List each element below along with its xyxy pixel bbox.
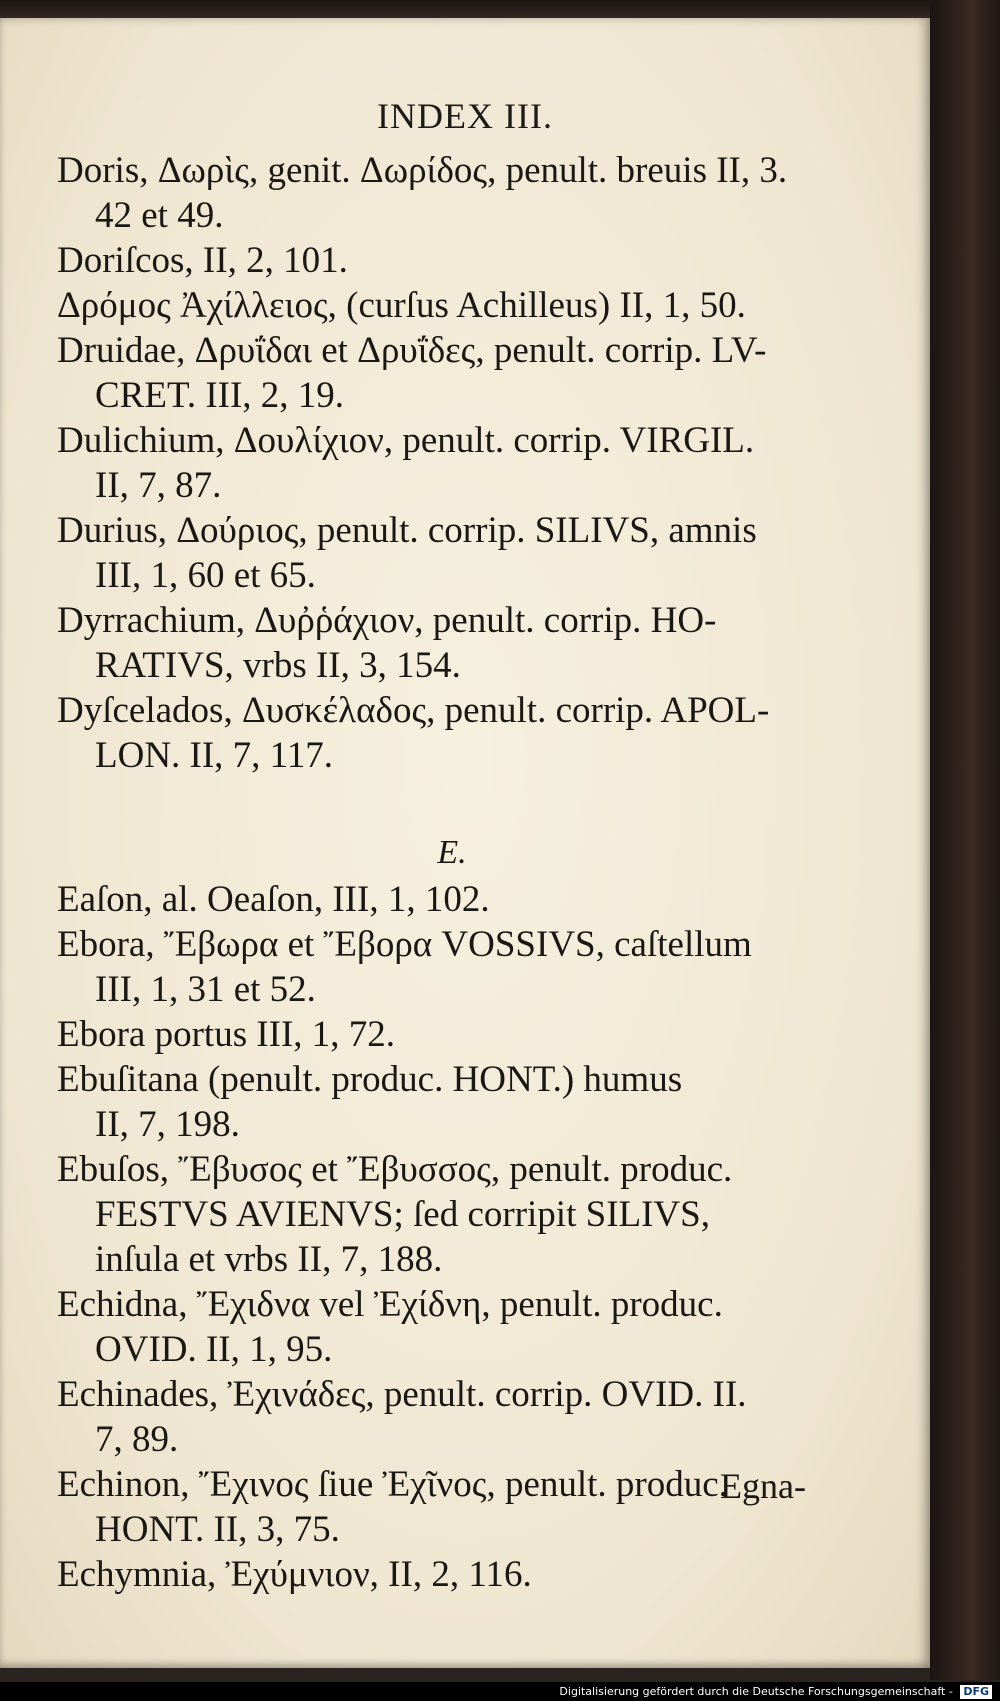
index-entry [57,1552,817,1597]
entry-continuation-line: 42 et 49. [95,195,224,236]
entry-headword-line: Doris, Δωρὶς, genit. Δωρίδος, penult. breuis II, 3. [57,150,788,191]
entry-headword-line: Doriſcos, II, 2, 101. [57,240,348,281]
index-entry [57,1012,817,1057]
index-entry [57,328,817,418]
footer-text: Digitalisierung gefördert durch die Deutsche Forschungsgemeinschaft - [559,1685,953,1698]
index-entry [57,688,817,778]
entry-continuation-line: inſula et vrbs II, 7, 188. [95,1239,443,1280]
entry-headword-line: Echidna, Ἔχιδνα vel Ἐχίδνη, penult. produc. [57,1284,723,1325]
index-entry [57,922,817,1012]
index-entry [57,1372,817,1462]
entry-headword-line: Δρόμος Ἀχίλλειος, (curſus Achilleus) II, 1, 50. [57,285,746,326]
index-entries [57,148,817,1597]
entry-headword-line: Echinon, Ἔχινος ſiue Ἐχῖνος, penult. produc. [57,1464,728,1505]
index-entry [57,1147,817,1282]
entry-headword-line: Dyrrachium, Δυῤῥάχιον, penult. corrip. HO- [57,600,717,641]
entry-continuation-line: III, 1, 31 et 52. [95,969,316,1010]
entry-headword-line: Echinades, Ἐχινάδες, penult. corrip. OVID. II. [57,1374,747,1415]
book-edge [930,0,1000,1680]
entry-headword-line: Dyſcelados, Δυσκέλαδος, penult. corrip. APOL- [57,690,770,731]
entry-headword-line: Ebora portus III, 1, 72. [57,1014,396,1055]
entry-continuation-line: RATIVS, vrbs II, 3, 154. [95,645,461,686]
entry-continuation-line: 7, 89. [95,1419,179,1460]
dfg-logo: DFG [960,1685,992,1699]
index-entry [57,148,817,238]
entry-headword-line: Echymnia, Ἐχύμνιον, II, 2, 116. [57,1554,532,1595]
entry-continuation-line: LON. II, 7, 117. [95,735,334,776]
section-letter-e: E. [437,834,467,871]
entries-d-group [57,148,817,778]
entry-continuation-line: FESTVS AVIENVS; ſed corripit SILIVS, [95,1194,710,1235]
index-entry [57,877,817,922]
entry-headword-line: Durius, Δούριος, penult. corrip. SILIVS, amnis [57,510,757,551]
entry-headword-line: Ebuſitana (penult. produc. HONT.) humus [57,1059,683,1100]
entry-headword-line: Druidae, Δρυΐδαι et Δρυΐδες, penult. corrip. LV- [57,330,767,371]
index-entry [57,508,817,598]
entry-headword-line: Ebora, Ἔβωρα et Ἔβορα VOSSIVS, caſtellum [57,924,752,965]
page-header: INDEX III. [377,96,553,136]
entry-headword-line: Ebuſos, Ἔβυσος et Ἔβυσσος, penult. produc. [57,1149,733,1190]
index-entry [57,283,817,328]
entries-e-group [57,877,817,1597]
entry-continuation-line: III, 1, 60 et 65. [95,555,316,596]
catchword: Egna- [720,1466,806,1506]
digitization-footer [0,1682,1000,1701]
entry-headword-line: Eaſon, al. Oeaſon, III, 1, 102. [57,879,490,920]
entry-continuation-line: CRET. III, 2, 19. [95,375,345,416]
entry-continuation-line: OVID. II, 1, 95. [95,1329,333,1370]
index-entry [57,1462,817,1552]
index-entry [57,1282,817,1372]
index-entry [57,238,817,283]
entry-continuation-line: HONT. II, 3, 75. [95,1509,340,1550]
index-entry [57,598,817,688]
entry-headword-line: Dulichium, Δουλίχιον, penult. corrip. VIRGIL. [57,420,755,461]
index-entry [57,418,817,508]
entry-continuation-line: II, 7, 87. [95,465,222,506]
index-entry [57,1057,817,1147]
entry-continuation-line: II, 7, 198. [95,1104,240,1145]
